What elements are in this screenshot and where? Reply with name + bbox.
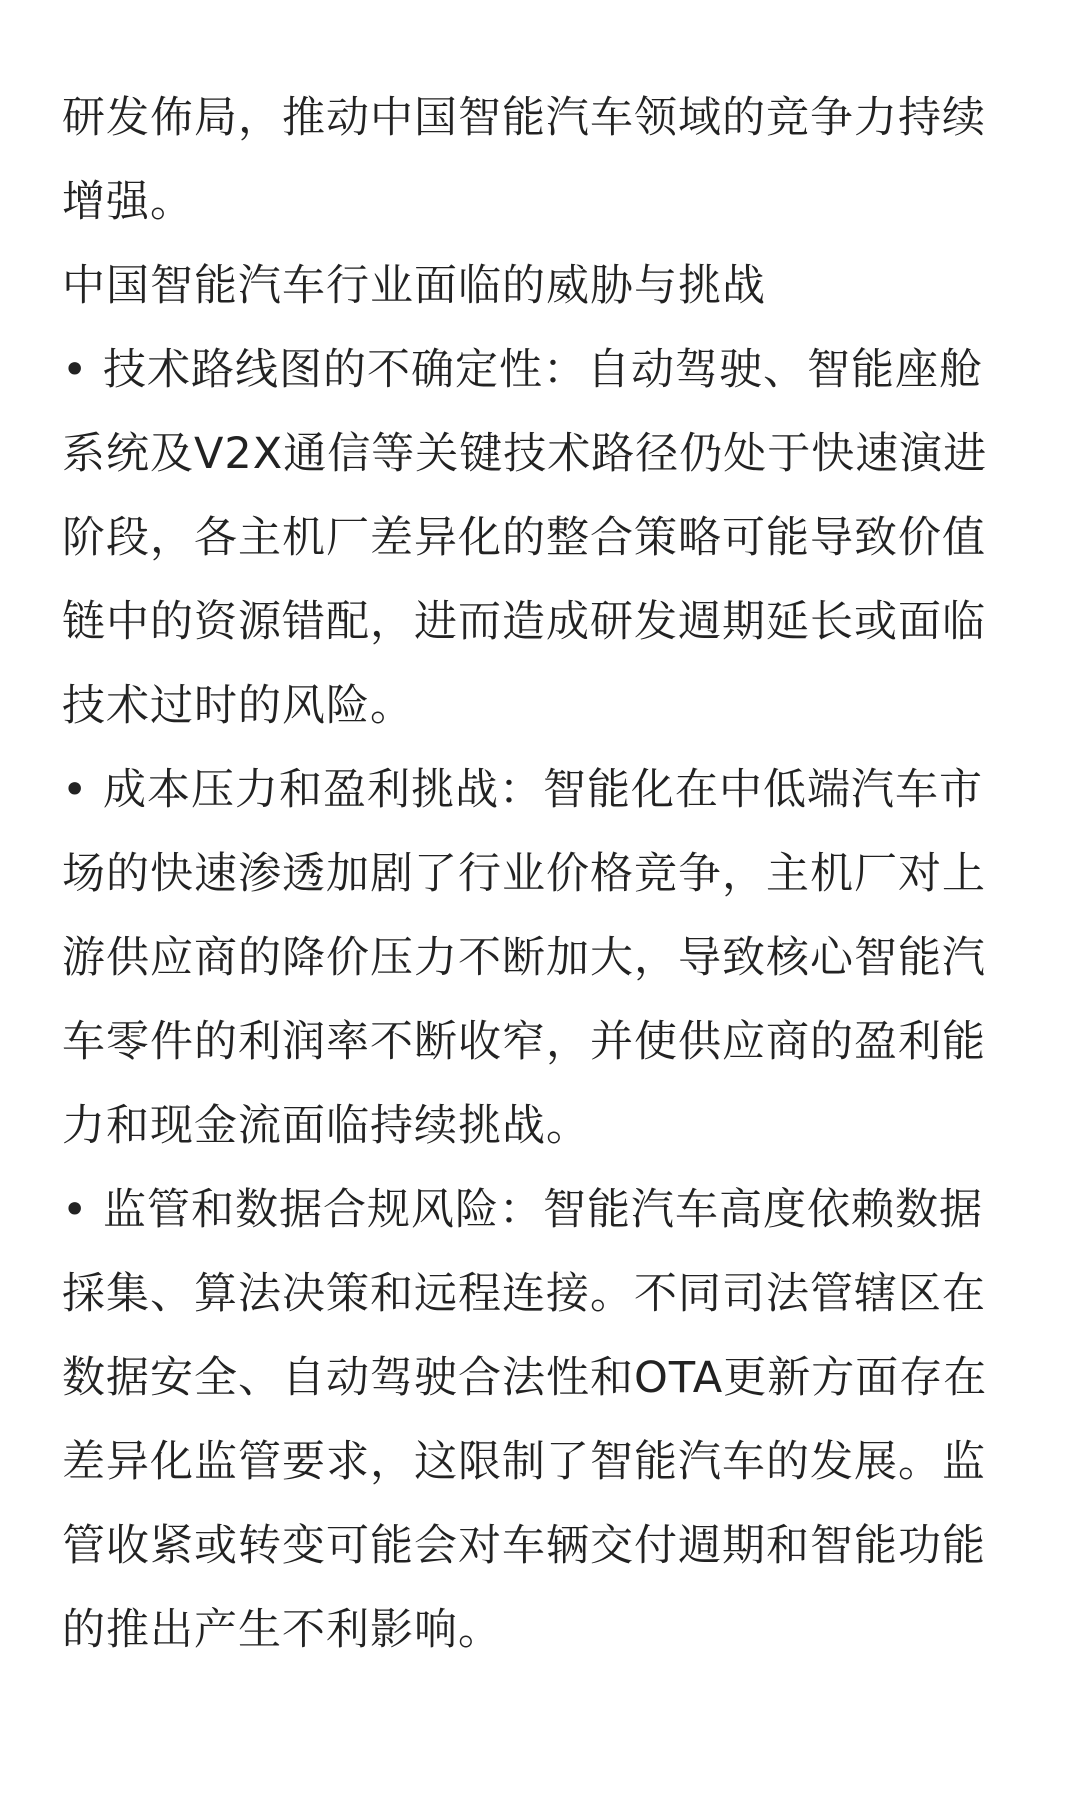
bullet-regulatory-risk: • 监管和数据合规风险：智能汽车高度依赖数据採集、算法决策和远程连接。不同司法管辖区在数据安全、自动驾驶合法性和OTA更新方面存在差异化监管要求，这限制了智能汽车的发展。监管收紧或转变可能会对车辆交付週期和智能功能的推出产生不利影响。 bbox=[62, 1185, 988, 1655]
bullet-cost-pressure: • 成本压力和盈利挑战：智能化在中低端汽车市场的快速渗透加剧了行业价格竞争，主机厂对上游供应商的降价压力不断加大，导致核心智能汽车零件的利润率不断收窄，并使供应商的盈利能力和现金流面临持续挑战。 bbox=[62, 765, 986, 1151]
section-heading: 中国智能汽车行业面临的威胁与挑战 bbox=[62, 261, 766, 311]
intro-paragraph: 研发佈局，推动中国智能汽车领域的竞争力持续增强。 bbox=[62, 93, 986, 227]
article-body bbox=[62, 76, 1022, 1672]
bullet-tech-roadmap: • 技术路线图的不确定性：自动驾驶、智能座舱系统及V2X通信等关键技术路径仍处于快速演进阶段，各主机厂差异化的整合策略可能导致价值链中的资源错配，进而造成研发週期延长或面临技术过时的风险。 bbox=[62, 345, 988, 731]
